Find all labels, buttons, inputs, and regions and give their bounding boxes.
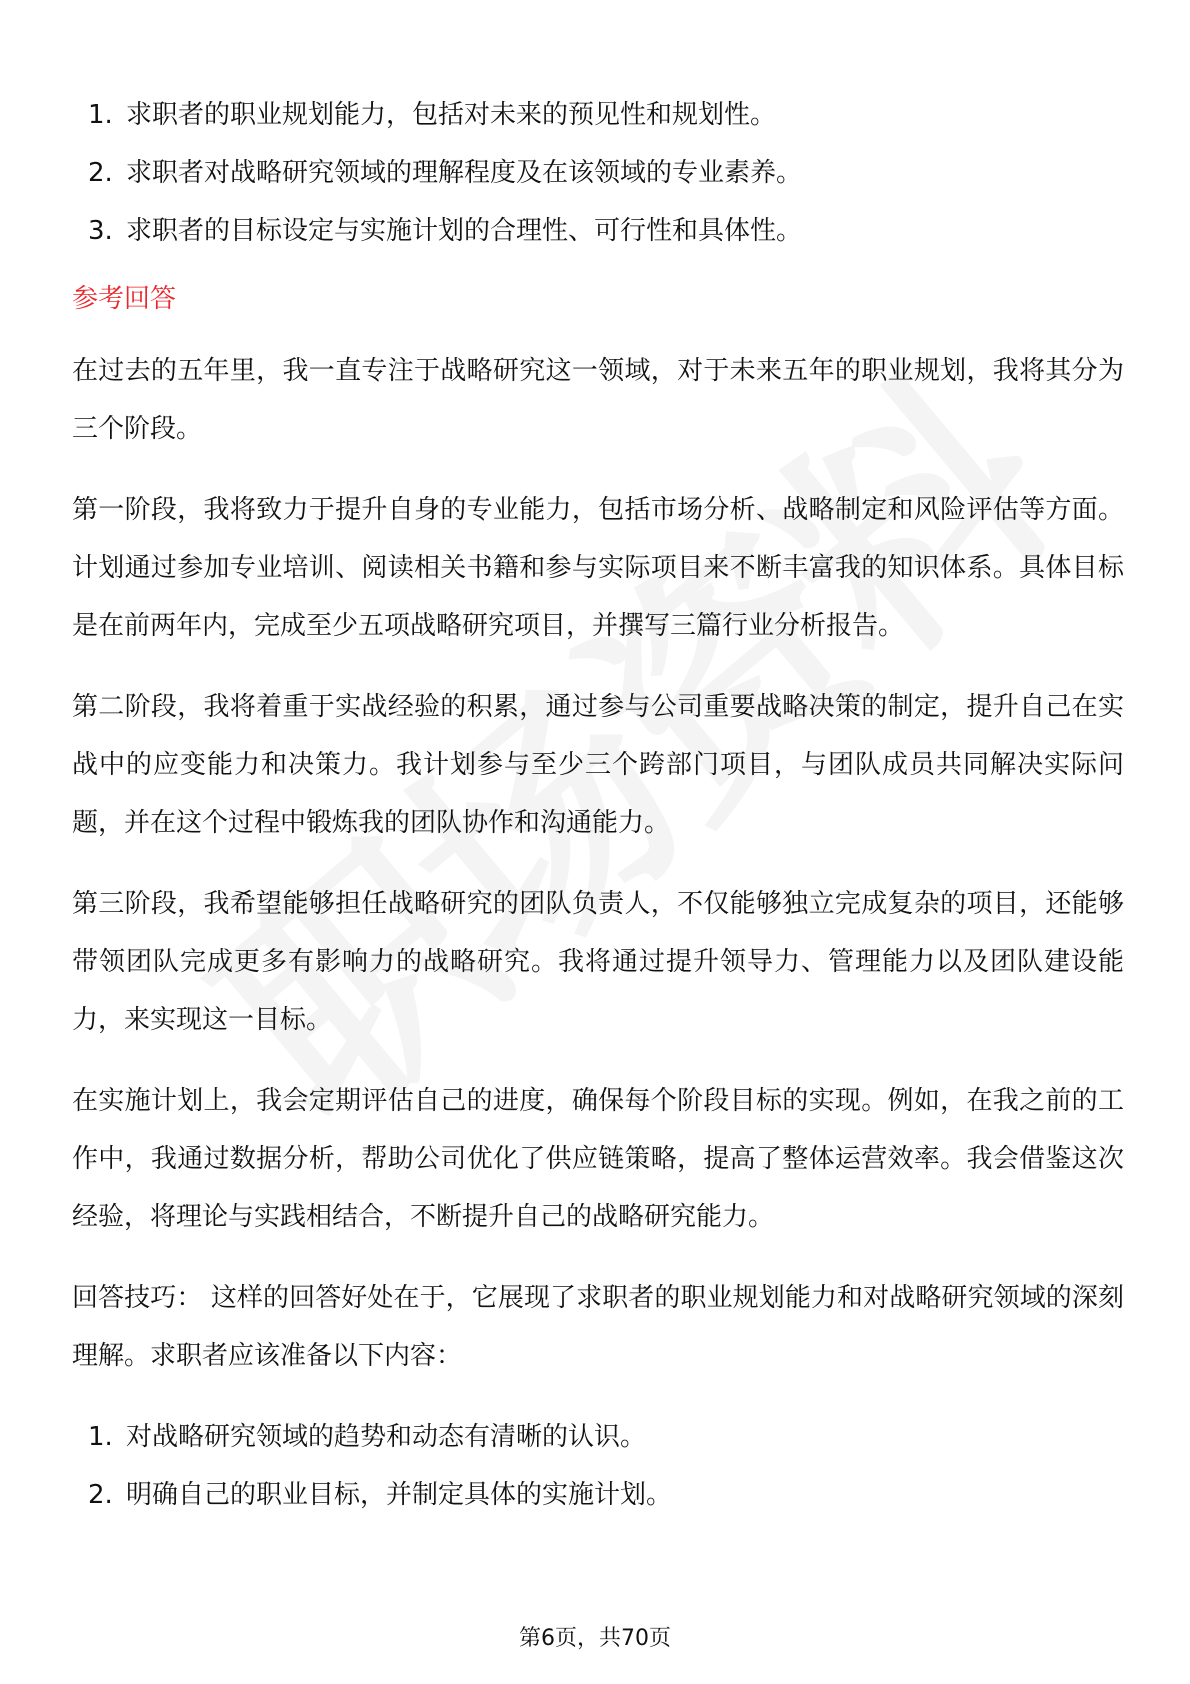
list-item-text: 明确自己的职业目标，并制定具体的实施计划。 xyxy=(126,1480,673,1510)
list-item-number: 1. xyxy=(88,100,113,130)
paragraph-answer-tips: 回答技巧： 这样的回答好处在于，它展现了求职者的职业规划能力和对战略研究领域的深刻理解。求职者应该准备以下内容： xyxy=(72,1283,1124,1371)
list-item-number: 2. xyxy=(88,158,113,188)
list-item xyxy=(72,86,1124,144)
list-item xyxy=(72,202,1124,260)
section-heading-reference-answer: 参考回答 xyxy=(72,284,177,314)
list-item-text: 对战略研究领域的趋势和动态有清晰的认识。 xyxy=(126,1422,647,1452)
paragraph-intro: 在过去的五年里，我一直专注于战略研究这一领域，对于未来五年的职业规划，我将其分为三个阶段。 xyxy=(72,356,1124,444)
paragraph-stage-three: 第三阶段，我希望能够担任战略研究的团队负责人，不仅能够独立完成复杂的项目，还能够带领团队完成更多有影响力的战略研究。我将通过提升领导力、管理能力以及团队建设能力，来实现这一目标。 xyxy=(72,889,1124,1035)
paragraph-implementation: 在实施计划上，我会定期评估自己的进度，确保每个阶段目标的实现。例如，在我之前的工作中，我通过数据分析，帮助公司优化了供应链策略，提高了整体运营效率。我会借鉴这次经验，将理论与实践相结合，不断提升自己的战略研究能力。 xyxy=(72,1086,1124,1232)
page-content xyxy=(72,86,1124,1524)
list-item-text: 求职者的职业规划能力，包括对未来的预见性和规划性。 xyxy=(126,100,777,130)
list-item xyxy=(72,144,1124,202)
paragraph-stage-one: 第一阶段，我将致力于提升自身的专业能力，包括市场分析、战略制定和风险评估等方面。计划通过参加专业培训、阅读相关书籍和参与实际项目来不断丰富我的知识体系。具体目标是在前两年内，完成至少五项战略研究项目，并撰写三篇行业分析报告。 xyxy=(72,495,1124,641)
list-item-number: 1. xyxy=(88,1422,113,1452)
preparation-list xyxy=(72,1408,1124,1524)
list-item-text: 求职者的目标设定与实施计划的合理性、可行性和具体性。 xyxy=(126,216,803,246)
paragraph-stage-two: 第二阶段，我将着重于实战经验的积累，通过参与公司重要战略决策的制定，提升自己在实战中的应变能力和决策力。我计划参与至少三个跨部门项目，与团队成员共同解决实际问题，并在这个过程中锻炼我的团队协作和沟通能力。 xyxy=(72,692,1124,838)
list-item-number: 2. xyxy=(88,1480,113,1510)
list-item-number: 3. xyxy=(88,216,113,246)
page-number-footer: 第6页，共70页 xyxy=(519,1626,671,1651)
list-item xyxy=(72,1466,1124,1524)
criteria-list xyxy=(72,86,1124,260)
list-item-text: 求职者对战略研究领域的理解程度及在该领域的专业素养。 xyxy=(126,158,803,188)
list-item xyxy=(72,1408,1124,1466)
